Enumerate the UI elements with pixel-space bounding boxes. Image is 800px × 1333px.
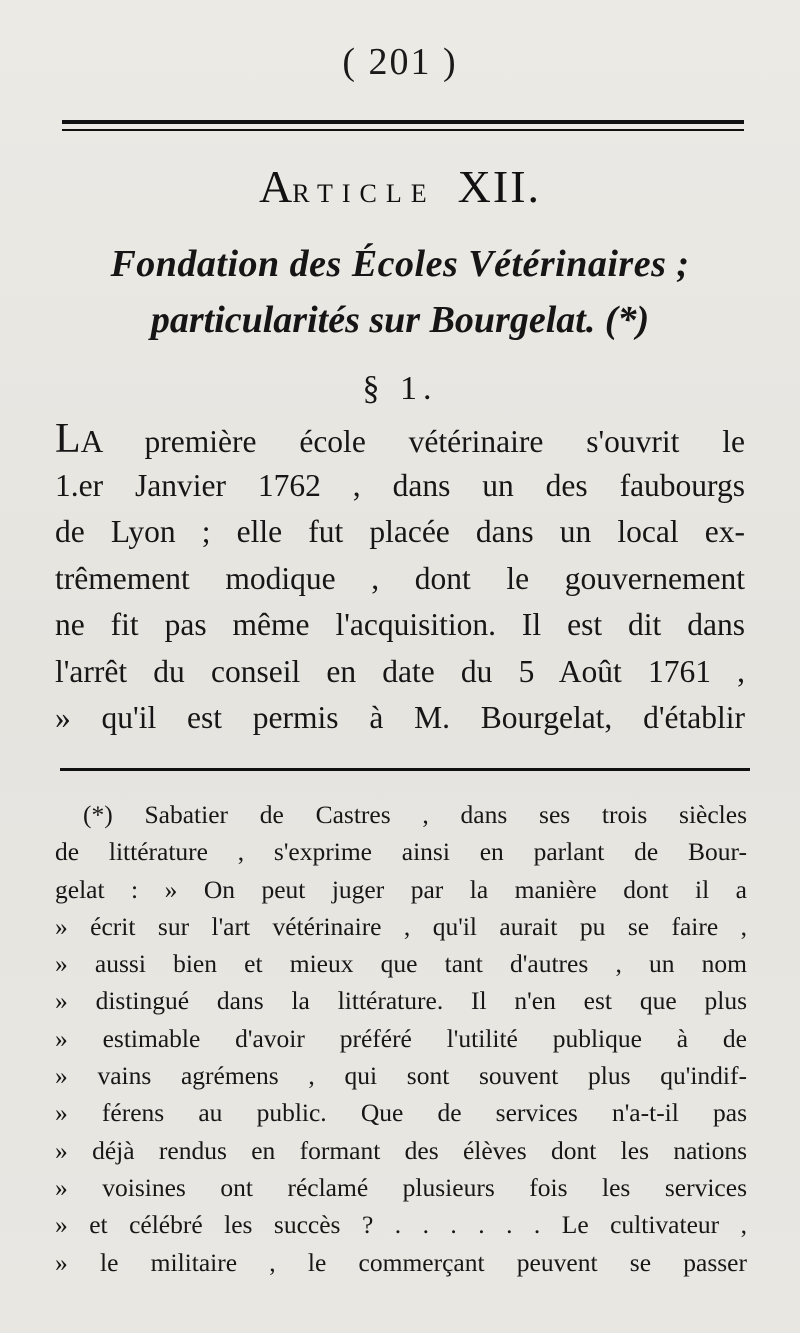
footnote-line: de littérature , s'exprime ainsi en parlant de Bour- <box>55 837 747 867</box>
header-rule-thin <box>62 129 744 131</box>
article-subtitle-line-1: Fondation des Écoles Vétérinaires ; <box>110 243 690 285</box>
footnote-line: » voisines ont réclamé plusieurs fois les services <box>55 1172 747 1202</box>
footnote-line: » et célébré les succès ? . . . . . . Le cultivateur , <box>55 1210 747 1240</box>
footnote-line: » le militaire , le commerçant peuvent se passer <box>55 1247 747 1277</box>
body-line: trêmement modique , dont le gouvernement <box>55 560 745 596</box>
footnote-line: (*) Sabatier de Castres , dans ses trois siècles <box>83 800 747 829</box>
footnote-line: » écrit sur l'art vétérinaire , qu'il aurait pu se faire , <box>55 911 747 941</box>
footnote-line: » estimable d'avoir préféré l'utilité publique à de <box>55 1023 747 1053</box>
header-rule-thick <box>62 120 744 124</box>
body-line: de Lyon ; elle fut placée dans un local ex- <box>55 514 745 549</box>
body-line: 1.er Janvier 1762 , dans un des faubourgs <box>55 467 745 503</box>
footnote <box>55 796 747 1281</box>
article-word-initial: A <box>258 161 293 212</box>
page-number: ( 201 ) <box>342 41 458 83</box>
footnote-line: » distingué dans la littérature. Il n'en est que plus <box>55 986 747 1016</box>
drop-capital: L <box>55 416 81 462</box>
footnote-line: » vains agrémens , qui sont souvent plus qu'indif- <box>55 1061 747 1091</box>
article-heading <box>0 160 800 213</box>
footnote-line: » férens au public. Que de services n'a-t-il pas <box>55 1098 747 1128</box>
body-line: ne fit pas même l'acquisition. Il est dit dans <box>55 607 745 642</box>
body-line-text: A première école vétérinaire s'ouvrit le <box>80 424 745 459</box>
article-subtitle-line-2: particularités sur Bourgelat. (*) <box>150 299 650 341</box>
article-number: XII. <box>457 161 542 212</box>
footnote-line: gelat : » On peut juger par la manière dont il a <box>55 874 747 904</box>
header-double-rule <box>62 120 744 132</box>
body-line: » qu'il est permis à M. Bourgelat, d'établir <box>55 700 745 735</box>
footnote-separator-rule <box>60 768 750 771</box>
footnote-line: » aussi bien et mieux que tant d'autres , un nom <box>55 949 747 979</box>
section-marker: § 1. <box>362 370 438 407</box>
footnote-line: » déjà rendus en formant des élèves dont les nations <box>55 1135 747 1165</box>
body-line: l'arrêt du conseil en date du 5 Août 1761 , <box>55 653 745 689</box>
body-paragraph <box>55 416 745 742</box>
article-word-rest: RTICLE <box>292 179 436 208</box>
body-line <box>55 416 745 463</box>
